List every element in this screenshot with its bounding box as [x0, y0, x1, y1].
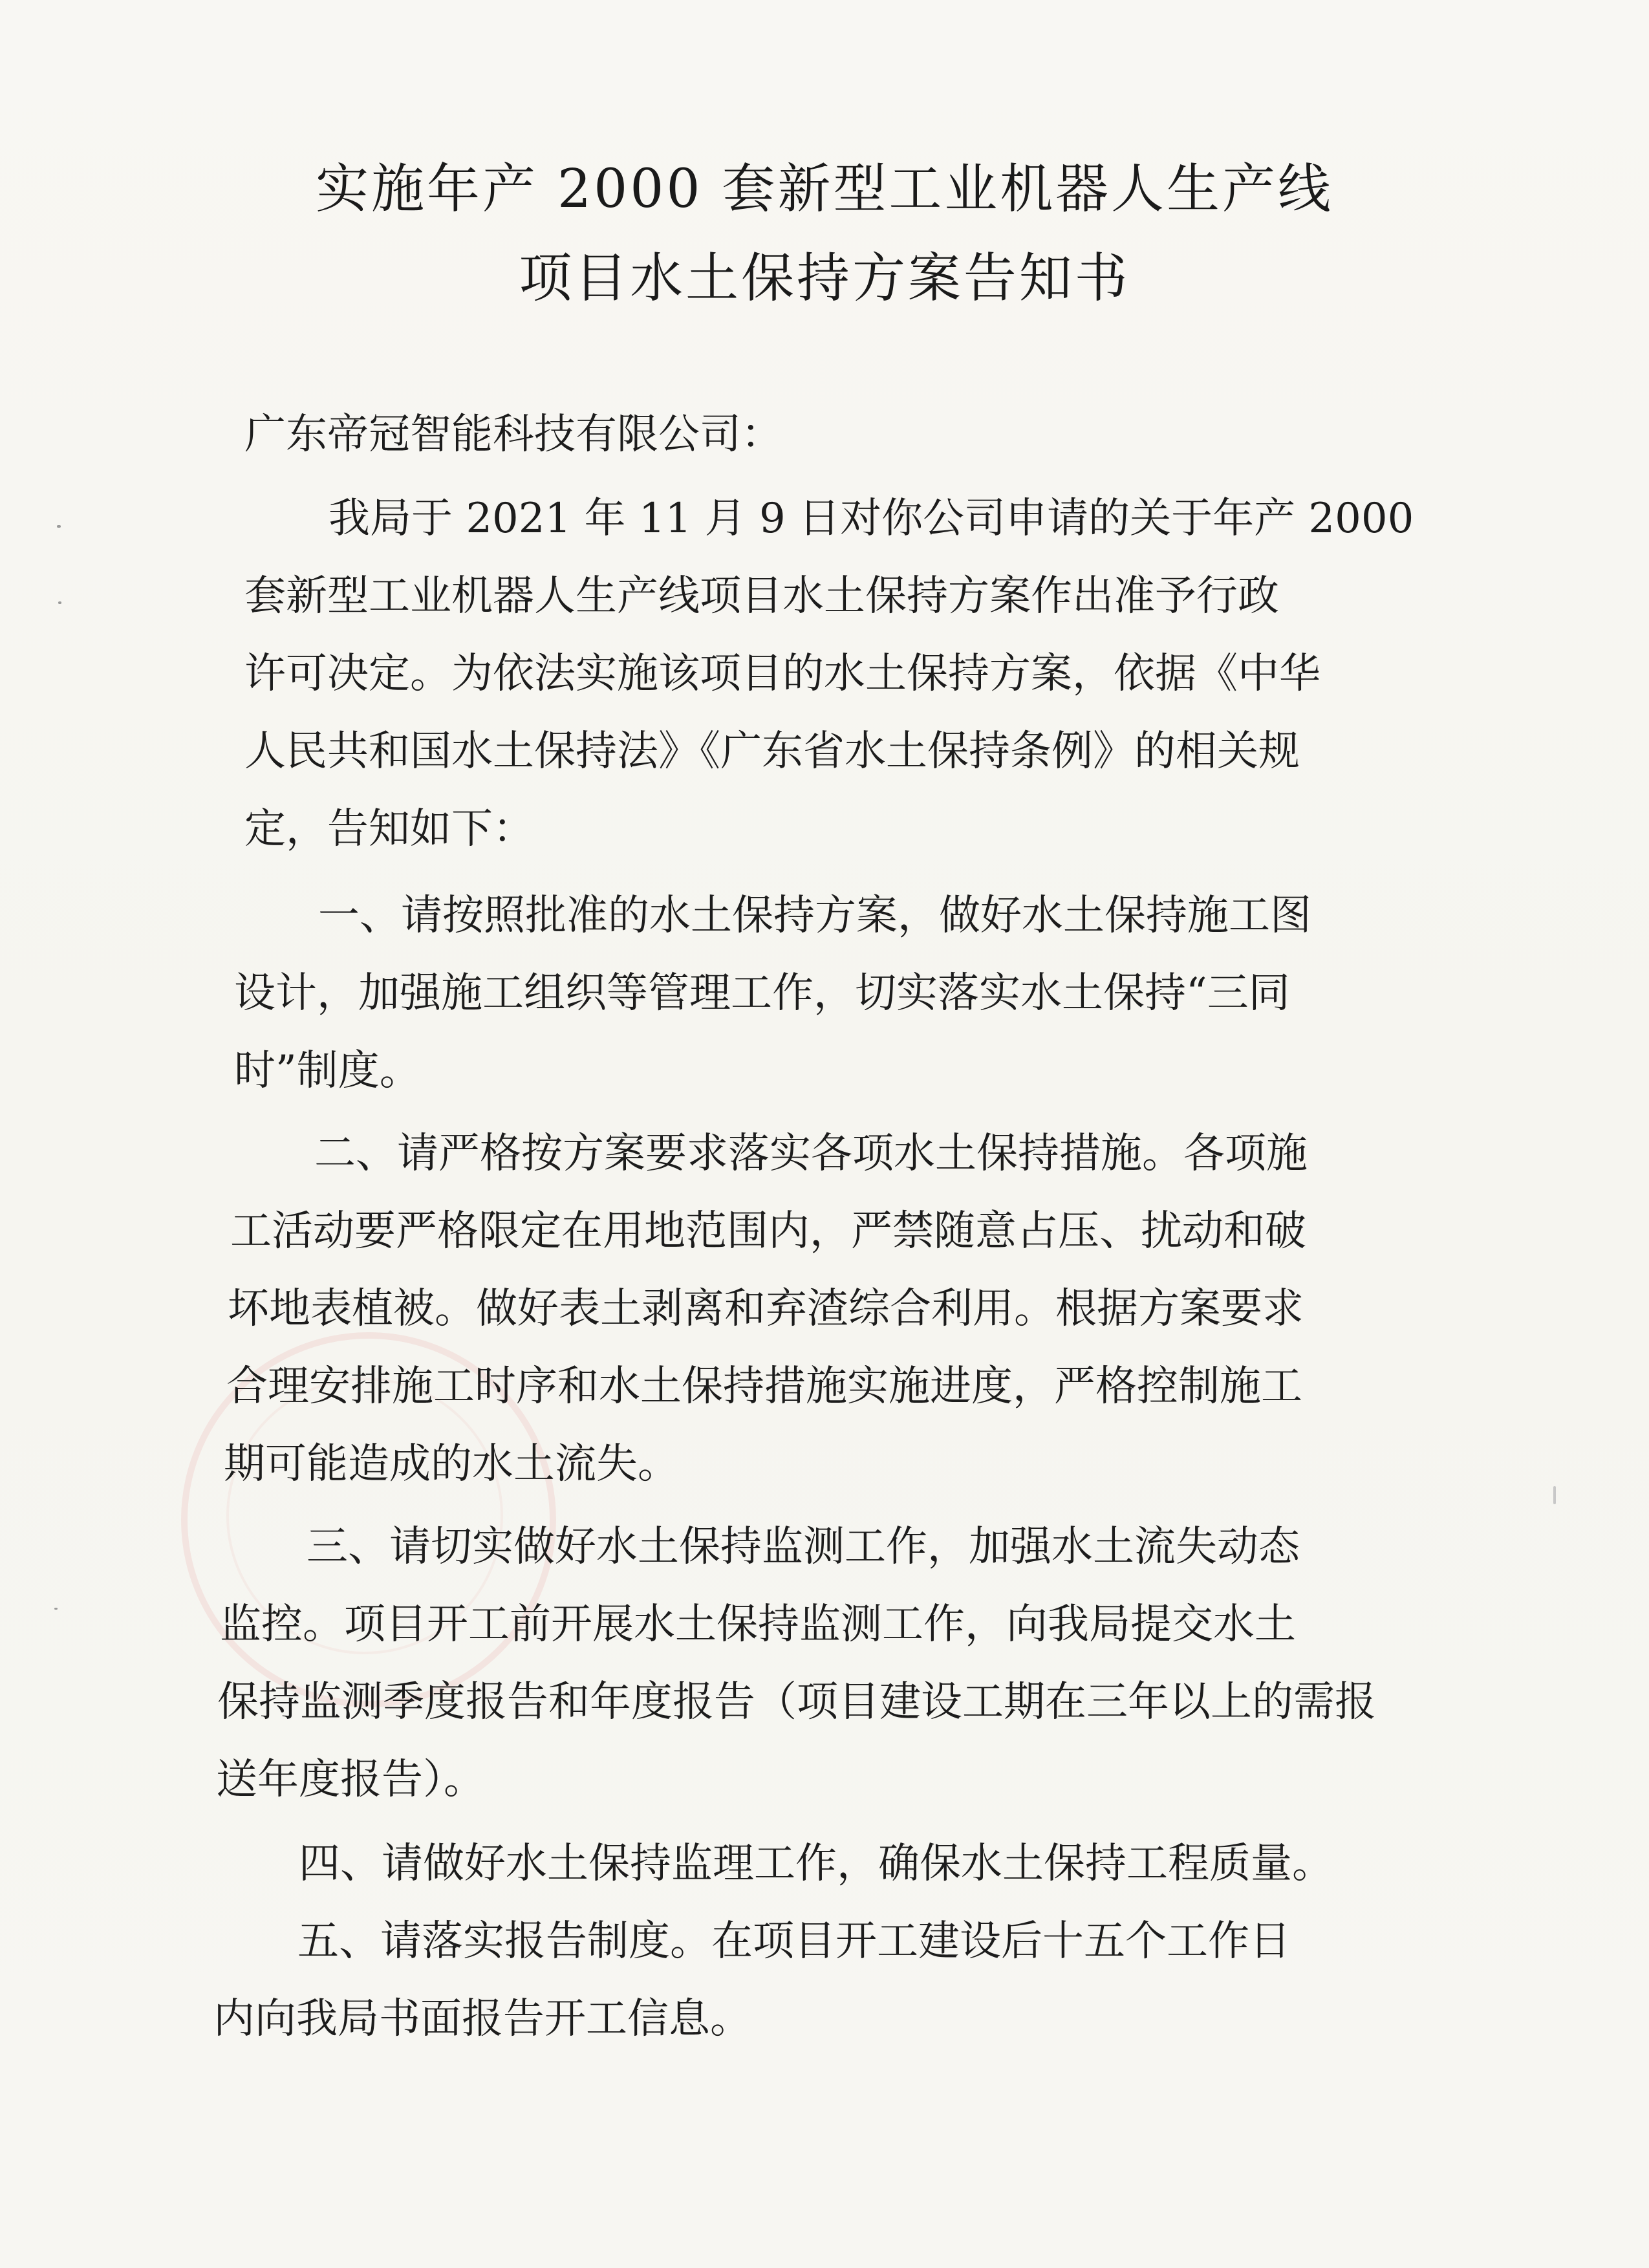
item2-line: 坏地表植被。做好表土剥离和弃渣综合利用。根据方案要求 [228, 1285, 1304, 1333]
item2-line: 期可能造成的水土流失。 [224, 1440, 679, 1488]
item1-line: 时”制度。 [234, 1047, 421, 1095]
item3-line: 送年度报告）。 [216, 1756, 485, 1804]
intro-line: 我局于 2021 年 11 月 9 日对你公司申请的关于年产 2000 [329, 495, 1414, 543]
item2-line: 合理安排施工时序和水土保持措施实施进度，严格控制施工 [226, 1363, 1302, 1410]
intro-line: 定，告知如下： [244, 805, 534, 853]
item5-line: 五、请落实报告制度。在项目开工建设后十五个工作日 [297, 1917, 1291, 1965]
item3-line: 监控。项目开工前开展水土保持监测工作，向我局提交水土 [220, 1601, 1296, 1648]
scan-speck [58, 601, 61, 604]
recipient-line: 广东帝冠智能科技有限公司： [244, 411, 782, 459]
scan-speck [57, 525, 61, 528]
scan-speck [1553, 1486, 1556, 1504]
intro-line: 人民共和国水土保持法》《广东省水土保持条例》的相关规 [244, 728, 1300, 775]
document-title-line1: 实施年产 2000 套新型工业机器人生产线 [316, 158, 1333, 220]
item1-line: 一、请按照批准的水土保持方案，做好水土保持施工图 [318, 892, 1311, 940]
document-title-line2: 项目水土保持方案告知书 [519, 248, 1130, 309]
item1-line: 设计，加强施工组织等管理工作，切实落实水土保持“三同 [234, 969, 1290, 1017]
item2-line: 工活动要严格限定在用地范围内，严禁随意占压、扰动和破 [230, 1207, 1306, 1255]
item3-line: 保持监测季度报告和年度报告（项目建设工期在三年以上的需报 [217, 1678, 1376, 1726]
intro-line: 套新型工业机器人生产线项目水土保持方案作出准予行政 [244, 572, 1279, 620]
item4-line: 四、请做好水土保持监理工作，确保水土保持工程质量。 [299, 1840, 1333, 1888]
scan-speck [54, 1608, 58, 1610]
item3-line: 三、请切实做好水土保持监测工作，加强水土流失动态 [307, 1523, 1300, 1571]
item5-line: 内向我局书面报告开工信息。 [213, 1995, 751, 2043]
item2-line: 二、请严格按方案要求落实各项水土保持措施。各项施 [314, 1130, 1308, 1178]
intro-line: 许可决定。为依法实施该项目的水土保持方案，依据《中华 [244, 650, 1320, 698]
